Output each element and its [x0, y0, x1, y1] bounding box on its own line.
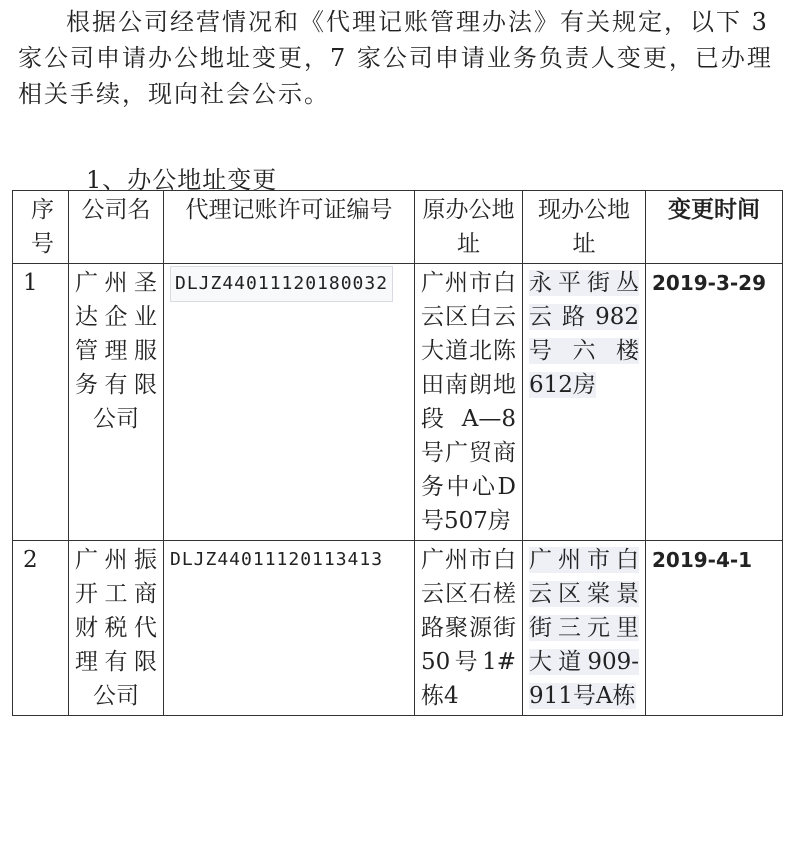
row-old-address: 广州市白云区石槎路聚源街50号1#栋4	[415, 541, 523, 716]
header-company: 公司名	[69, 191, 164, 264]
header-idx: 序号	[13, 191, 69, 264]
table-row	[13, 264, 783, 541]
address-change-table	[12, 190, 783, 716]
row-date	[646, 541, 783, 716]
header-date: 变更时间	[646, 191, 783, 264]
table-header-row	[13, 191, 783, 264]
row-company: 广州圣达企业管理服务有限公司	[69, 264, 164, 541]
intro-paragraph: 根据公司经营情况和《代理记账管理办法》有关规定，以下 3 家公司申请办公地址变更，7 家公司申请业务负责人变更，已办理相关手续，现向社会公示。	[18, 8, 773, 108]
header-new-address: 现办公地址	[523, 191, 646, 264]
table-row	[13, 541, 783, 716]
row-new-address	[523, 541, 646, 716]
license-number: DLJZ44011120113413	[170, 549, 384, 570]
new-address-text: 广州市白云区棠景街三元里大道909-911号A栋	[529, 547, 639, 709]
row-date	[646, 264, 783, 541]
date-text: 2019-3-29	[652, 271, 767, 295]
row-company: 广州振开工商财税代理有限公司	[69, 541, 164, 716]
section-title: 1、办公地址变更	[86, 166, 278, 194]
row-new-address	[523, 264, 646, 541]
row-license	[164, 264, 415, 541]
row-idx: 1	[13, 264, 69, 541]
license-number: DLJZ44011120180032	[170, 266, 393, 302]
row-idx: 2	[13, 541, 69, 716]
row-license	[164, 541, 415, 716]
header-license: 代理记账许可证编号	[164, 191, 415, 264]
date-text: 2019-4-1	[652, 548, 753, 572]
header-old-address: 原办公地址	[415, 191, 523, 264]
row-old-address: 广州市白云区白云大道北陈田南朗地段A—8号广贸商务中心D号507房	[415, 264, 523, 541]
new-address-text: 永平街丛云路982号六楼612房	[529, 270, 639, 398]
